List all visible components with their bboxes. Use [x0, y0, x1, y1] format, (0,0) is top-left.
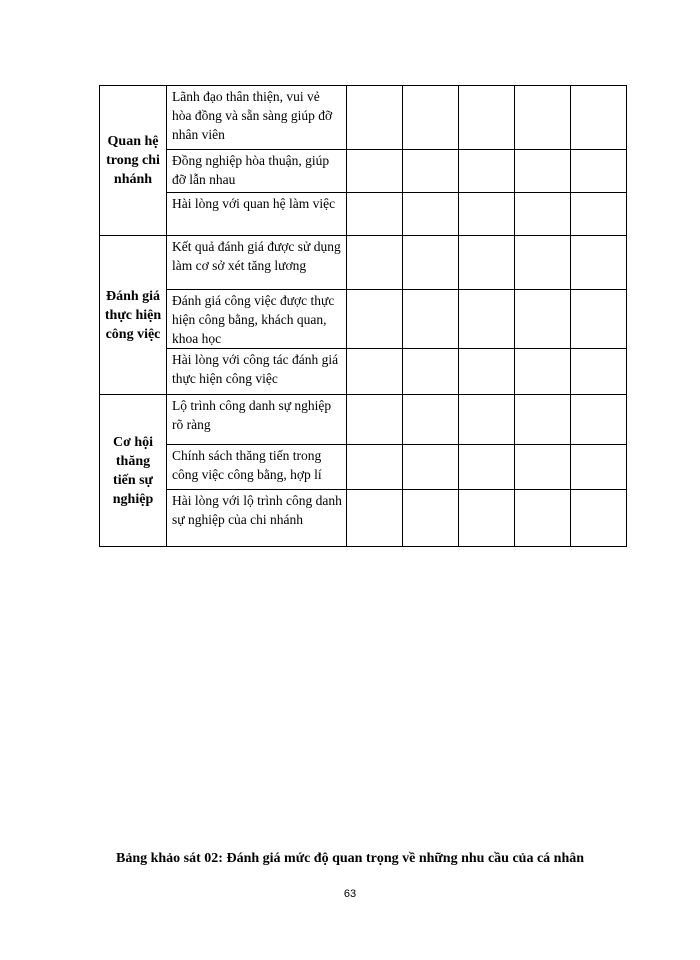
- group-label: Đánh giá thực hiện công việc: [104, 288, 162, 342]
- score-cell[interactable]: [515, 490, 571, 547]
- score-cell[interactable]: [347, 290, 403, 349]
- score-cell[interactable]: [571, 150, 627, 193]
- item-cell: Đánh giá công việc được thực hiện công bằng, khách quan, khoa học: [167, 290, 347, 349]
- score-cell[interactable]: [403, 193, 459, 236]
- score-cell[interactable]: [515, 236, 571, 290]
- score-cell[interactable]: [403, 490, 459, 547]
- score-cell[interactable]: [571, 290, 627, 349]
- score-cell[interactable]: [403, 349, 459, 395]
- score-cell[interactable]: [459, 193, 515, 236]
- group-cell: [100, 395, 167, 547]
- item-cell: Đồng nghiệp hòa thuận, giúp đỡ lẫn nhau: [167, 150, 347, 193]
- score-cell[interactable]: [459, 150, 515, 193]
- score-cell[interactable]: [347, 150, 403, 193]
- table-row: [100, 236, 627, 290]
- table-row: [100, 86, 627, 150]
- score-cell[interactable]: [571, 236, 627, 290]
- score-cell[interactable]: [459, 395, 515, 445]
- score-cell[interactable]: [459, 349, 515, 395]
- item-cell: Hài lòng với quan hệ làm việc: [167, 193, 347, 236]
- score-cell[interactable]: [459, 86, 515, 150]
- score-cell[interactable]: [571, 86, 627, 150]
- item-cell: Hài lòng với công tác đánh giá thực hiện công việc: [167, 349, 347, 395]
- score-cell[interactable]: [347, 490, 403, 547]
- score-cell[interactable]: [403, 395, 459, 445]
- group-label: Cơ hội thăng tiến sự nghiệp: [112, 434, 154, 507]
- score-cell[interactable]: [459, 445, 515, 490]
- table-row: [100, 349, 627, 395]
- score-cell[interactable]: [571, 490, 627, 547]
- score-cell[interactable]: [403, 236, 459, 290]
- page-number: 63: [343, 888, 357, 900]
- item-cell: Lộ trình công danh sự nghiệp rõ ràng: [167, 395, 347, 445]
- table-row: [100, 490, 627, 547]
- score-cell[interactable]: [571, 395, 627, 445]
- score-cell[interactable]: [515, 290, 571, 349]
- score-cell[interactable]: [347, 193, 403, 236]
- score-cell[interactable]: [459, 490, 515, 547]
- score-cell[interactable]: [347, 86, 403, 150]
- item-cell: Chính sách thăng tiến trong công việc công bằng, hợp lí: [167, 445, 347, 490]
- score-cell[interactable]: [515, 395, 571, 445]
- score-cell[interactable]: [347, 236, 403, 290]
- group-cell: [100, 236, 167, 395]
- group-cell: [100, 86, 167, 236]
- score-cell[interactable]: [403, 86, 459, 150]
- score-cell[interactable]: [515, 445, 571, 490]
- table-row: [100, 445, 627, 490]
- score-cell[interactable]: [515, 193, 571, 236]
- table-row: [100, 290, 627, 349]
- table-row: [100, 395, 627, 445]
- score-cell[interactable]: [571, 193, 627, 236]
- score-cell[interactable]: [403, 290, 459, 349]
- table-row: [100, 193, 627, 236]
- table-row: [100, 150, 627, 193]
- item-cell: Kết quả đánh giá được sử dụng làm cơ sở xét tăng lương: [167, 236, 347, 290]
- item-cell: Hài lòng với lộ trình công danh sự nghiệp của chi nhánh: [167, 490, 347, 547]
- score-cell[interactable]: [347, 395, 403, 445]
- score-cell[interactable]: [571, 349, 627, 395]
- score-cell[interactable]: [571, 445, 627, 490]
- score-cell[interactable]: [459, 290, 515, 349]
- score-cell[interactable]: [347, 349, 403, 395]
- score-cell[interactable]: [515, 150, 571, 193]
- score-cell[interactable]: [347, 445, 403, 490]
- score-cell[interactable]: [515, 349, 571, 395]
- score-cell[interactable]: [403, 150, 459, 193]
- survey-table: [99, 85, 627, 547]
- table-caption: Bảng khảo sát 02: Đánh giá mức độ quan trọng về những nhu cầu của cá nhân: [115, 851, 585, 866]
- group-label: Quan hệ trong chi nhánh: [106, 134, 160, 187]
- score-cell[interactable]: [515, 86, 571, 150]
- score-cell[interactable]: [459, 236, 515, 290]
- score-cell[interactable]: [403, 445, 459, 490]
- item-cell: Lãnh đạo thân thiện, vui vẻ hòa đồng và sẵn sàng giúp đỡ nhân viên: [167, 86, 347, 150]
